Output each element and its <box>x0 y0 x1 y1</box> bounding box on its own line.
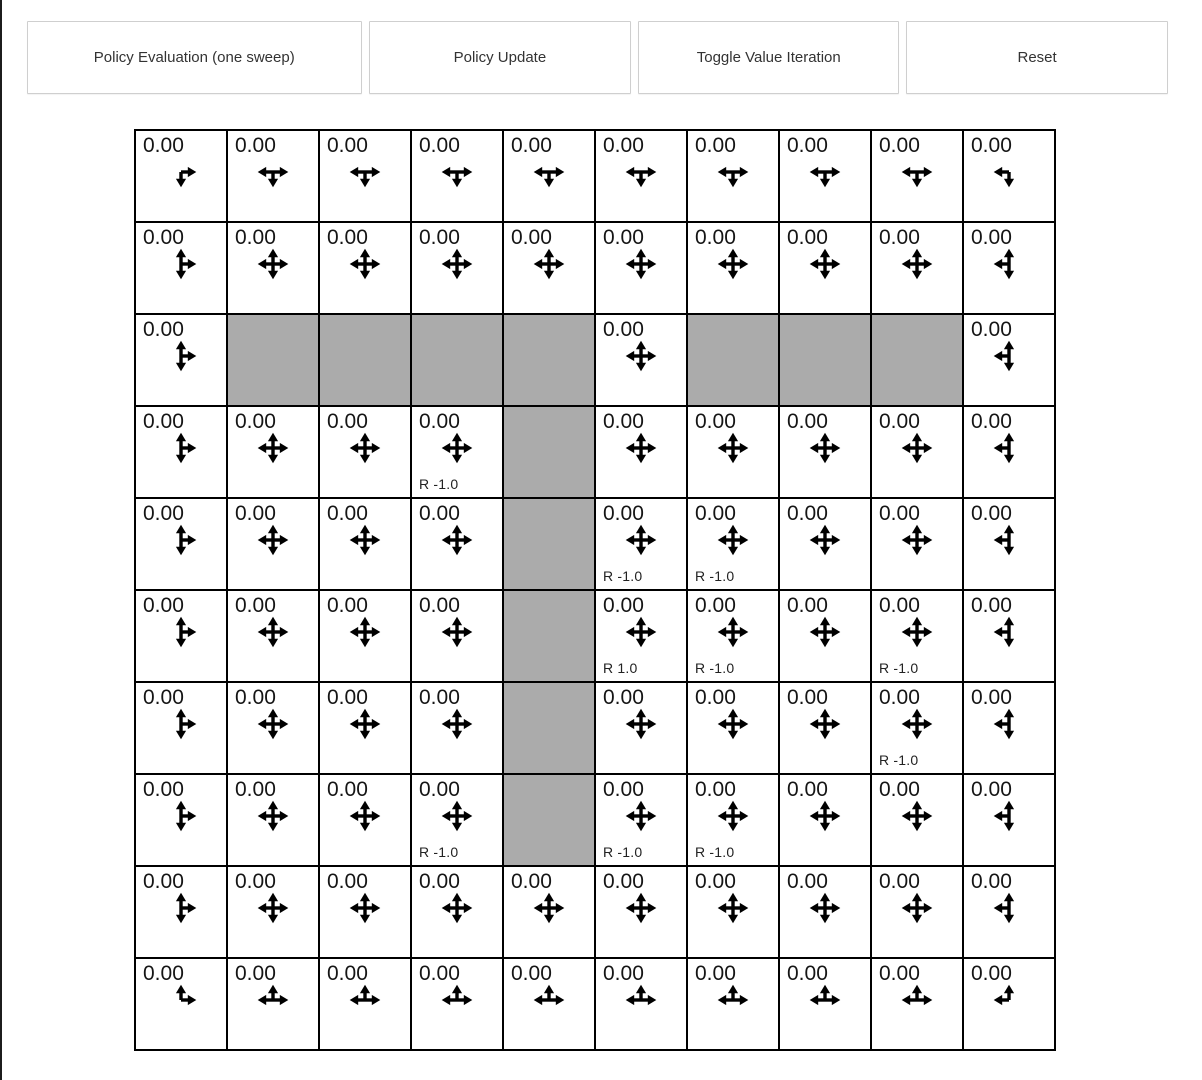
grid-cell-r8c4[interactable] <box>503 866 595 958</box>
policy-arrows-icon <box>624 983 658 1017</box>
grid-cell-r8c1[interactable] <box>227 866 319 958</box>
grid-cell-r3c4-wall[interactable] <box>503 406 595 498</box>
cell-value: 0.00 <box>787 410 828 433</box>
cell-value: 0.00 <box>511 870 552 893</box>
policy-arrows-icon <box>808 431 842 465</box>
policy-arrows-icon <box>808 615 842 649</box>
policy-arrows-icon <box>164 155 198 189</box>
cell-value: 0.00 <box>971 686 1012 709</box>
policy-arrows-icon <box>164 247 198 281</box>
policy-arrows-icon <box>624 155 658 189</box>
window-left-edge <box>0 0 2 1080</box>
cell-value: 0.00 <box>327 410 368 433</box>
grid-cell-r2c8-wall[interactable] <box>871 314 963 406</box>
policy-arrows-icon <box>348 155 382 189</box>
grid-cell-r9c4[interactable] <box>503 958 595 1050</box>
grid-cell-r6c0[interactable] <box>135 682 227 774</box>
policy-arrows-icon <box>256 707 290 741</box>
policy-arrows-icon <box>348 891 382 925</box>
policy-arrows-icon <box>532 891 566 925</box>
cell-value: 0.00 <box>143 778 184 801</box>
grid-cell-r4c6[interactable] <box>687 498 779 590</box>
grid-cell-r3c6[interactable] <box>687 406 779 498</box>
cell-value: 0.00 <box>327 226 368 249</box>
grid-cell-r4c3[interactable] <box>411 498 503 590</box>
cell-value: 0.00 <box>879 502 920 525</box>
grid-cell-r1c6[interactable] <box>687 222 779 314</box>
cell-value: 0.00 <box>143 410 184 433</box>
grid-cell-r8c0[interactable] <box>135 866 227 958</box>
policy-arrows-icon <box>992 707 1026 741</box>
cell-value: 0.00 <box>327 594 368 617</box>
cell-value: 0.00 <box>787 870 828 893</box>
grid-cell-r3c7[interactable] <box>779 406 871 498</box>
policy-arrows-icon <box>716 523 750 557</box>
grid-cell-r6c8[interactable] <box>871 682 963 774</box>
cell-value: 0.00 <box>787 134 828 157</box>
policy-arrows-icon <box>348 615 382 649</box>
cell-reward-label: R -1.0 <box>695 568 735 584</box>
cell-value: 0.00 <box>971 870 1012 893</box>
grid-cell-r9c6[interactable] <box>687 958 779 1050</box>
policy-arrows-icon <box>256 155 290 189</box>
policy-arrows-icon <box>164 339 198 373</box>
grid-cell-r7c5[interactable] <box>595 774 687 866</box>
cell-value: 0.00 <box>511 134 552 157</box>
policy-arrows-icon <box>900 523 934 557</box>
policy-arrows-icon <box>716 615 750 649</box>
cell-value: 0.00 <box>695 502 736 525</box>
cell-value: 0.00 <box>879 594 920 617</box>
grid-cell-r3c0[interactable] <box>135 406 227 498</box>
grid-cell-r8c7[interactable] <box>779 866 871 958</box>
cell-reward-label: R -1.0 <box>879 752 919 768</box>
policy-arrows-icon <box>256 891 290 925</box>
cell-value: 0.00 <box>327 134 368 157</box>
cell-value: 0.00 <box>327 686 368 709</box>
cell-value: 0.00 <box>695 134 736 157</box>
policy-arrows-icon <box>440 523 474 557</box>
cell-value: 0.00 <box>787 686 828 709</box>
cell-value: 0.00 <box>327 502 368 525</box>
grid-cell-r9c5[interactable] <box>595 958 687 1050</box>
grid-cell-r3c9[interactable] <box>963 406 1055 498</box>
policy-arrows-icon <box>992 431 1026 465</box>
policy-arrows-icon <box>992 247 1026 281</box>
grid-cell-r8c9[interactable] <box>963 866 1055 958</box>
cell-value: 0.00 <box>879 778 920 801</box>
policy-arrows-icon <box>440 799 474 833</box>
policy-arrows-icon <box>624 247 658 281</box>
policy-arrows-icon <box>164 615 198 649</box>
policy-evaluation-button[interactable]: Policy Evaluation (one sweep) <box>27 21 362 94</box>
policy-arrows-icon <box>992 339 1026 373</box>
cell-value: 0.00 <box>327 962 368 985</box>
policy-arrows-icon <box>440 247 474 281</box>
grid-cell-r0c4[interactable] <box>503 130 595 222</box>
grid-cell-r1c4[interactable] <box>503 222 595 314</box>
cell-value: 0.00 <box>235 226 276 249</box>
cell-reward-label: R -1.0 <box>603 844 643 860</box>
cell-value: 0.00 <box>787 962 828 985</box>
cell-value: 0.00 <box>235 686 276 709</box>
grid-cell-r2c7-wall[interactable] <box>779 314 871 406</box>
cell-value: 0.00 <box>143 134 184 157</box>
grid-cell-r4c2[interactable] <box>319 498 411 590</box>
cell-value: 0.00 <box>603 318 644 341</box>
grid-cell-r6c4-wall[interactable] <box>503 682 595 774</box>
grid-cell-r8c5[interactable] <box>595 866 687 958</box>
policy-arrows-icon <box>440 615 474 649</box>
cell-value: 0.00 <box>603 594 644 617</box>
grid-cell-r0c9[interactable] <box>963 130 1055 222</box>
cell-value: 0.00 <box>603 502 644 525</box>
grid-cell-r9c3[interactable] <box>411 958 503 1050</box>
cell-value: 0.00 <box>143 502 184 525</box>
grid-cell-r4c0[interactable] <box>135 498 227 590</box>
gridworld-board <box>134 129 1056 1051</box>
policy-arrows-icon <box>440 707 474 741</box>
policy-arrows-icon <box>992 891 1026 925</box>
grid-cell-r0c1[interactable] <box>227 130 319 222</box>
grid-cell-r2c5[interactable] <box>595 314 687 406</box>
grid-cell-r5c7[interactable] <box>779 590 871 682</box>
cell-value: 0.00 <box>695 410 736 433</box>
policy-arrows-icon <box>440 983 474 1017</box>
cell-value: 0.00 <box>879 686 920 709</box>
grid-cell-r4c7[interactable] <box>779 498 871 590</box>
cell-value: 0.00 <box>235 962 276 985</box>
policy-arrows-icon <box>808 247 842 281</box>
policy-arrows-icon <box>900 431 934 465</box>
grid-cell-r0c8[interactable] <box>871 130 963 222</box>
grid-cell-r6c3[interactable] <box>411 682 503 774</box>
grid-cell-r9c2[interactable] <box>319 958 411 1050</box>
policy-arrows-icon <box>900 615 934 649</box>
cell-value: 0.00 <box>879 410 920 433</box>
grid-cell-r3c5[interactable] <box>595 406 687 498</box>
cell-value: 0.00 <box>143 226 184 249</box>
policy-arrows-icon <box>716 891 750 925</box>
toolbar <box>27 21 1168 94</box>
policy-arrows-icon <box>808 155 842 189</box>
policy-arrows-icon <box>164 431 198 465</box>
policy-arrows-icon <box>624 707 658 741</box>
policy-arrows-icon <box>900 983 934 1017</box>
cell-value: 0.00 <box>143 870 184 893</box>
policy-arrows-icon <box>348 523 382 557</box>
cell-value: 0.00 <box>971 226 1012 249</box>
cell-value: 0.00 <box>235 134 276 157</box>
cell-value: 0.00 <box>143 594 184 617</box>
policy-arrows-icon <box>900 891 934 925</box>
cell-value: 0.00 <box>511 226 552 249</box>
policy-arrows-icon <box>256 799 290 833</box>
policy-arrows-icon <box>440 155 474 189</box>
policy-arrows-icon <box>624 339 658 373</box>
policy-arrows-icon <box>624 891 658 925</box>
policy-arrows-icon <box>624 431 658 465</box>
grid-cell-r2c2-wall[interactable] <box>319 314 411 406</box>
policy-arrows-icon <box>900 155 934 189</box>
policy-arrows-icon <box>164 799 198 833</box>
cell-value: 0.00 <box>787 226 828 249</box>
grid-cell-r9c9[interactable] <box>963 958 1055 1050</box>
grid-cell-r9c1[interactable] <box>227 958 319 1050</box>
cell-value: 0.00 <box>143 318 184 341</box>
grid-cell-r1c0[interactable] <box>135 222 227 314</box>
grid-cell-r8c3[interactable] <box>411 866 503 958</box>
cell-value: 0.00 <box>235 870 276 893</box>
grid-cell-r4c9[interactable] <box>963 498 1055 590</box>
grid-cell-r0c0[interactable] <box>135 130 227 222</box>
policy-arrows-icon <box>256 431 290 465</box>
grid-cell-r5c6[interactable] <box>687 590 779 682</box>
grid-cell-r4c8[interactable] <box>871 498 963 590</box>
cell-reward-label: R -1.0 <box>879 660 919 676</box>
cell-value: 0.00 <box>511 962 552 985</box>
grid-cell-r2c1-wall[interactable] <box>227 314 319 406</box>
cell-value: 0.00 <box>971 410 1012 433</box>
grid-cell-r1c3[interactable] <box>411 222 503 314</box>
grid-cell-r4c1[interactable] <box>227 498 319 590</box>
grid-cell-r0c6[interactable] <box>687 130 779 222</box>
grid-cell-r6c7[interactable] <box>779 682 871 774</box>
grid-cell-r4c4-wall[interactable] <box>503 498 595 590</box>
cell-value: 0.00 <box>695 686 736 709</box>
policy-arrows-icon <box>808 707 842 741</box>
cell-value: 0.00 <box>879 226 920 249</box>
grid-cell-r3c8[interactable] <box>871 406 963 498</box>
grid-cell-r1c2[interactable] <box>319 222 411 314</box>
policy-arrows-icon <box>808 523 842 557</box>
grid-cell-r1c9[interactable] <box>963 222 1055 314</box>
grid-cell-r7c1[interactable] <box>227 774 319 866</box>
cell-value: 0.00 <box>971 134 1012 157</box>
cell-value: 0.00 <box>787 778 828 801</box>
cell-value: 0.00 <box>879 962 920 985</box>
cell-value: 0.00 <box>419 134 460 157</box>
policy-arrows-icon <box>624 523 658 557</box>
policy-arrows-icon <box>440 431 474 465</box>
cell-value: 0.00 <box>971 778 1012 801</box>
grid-cell-r1c7[interactable] <box>779 222 871 314</box>
cell-reward-label: R -1.0 <box>419 844 459 860</box>
policy-arrows-icon <box>624 799 658 833</box>
cell-value: 0.00 <box>695 778 736 801</box>
cell-value: 0.00 <box>603 686 644 709</box>
grid-cell-r5c4-wall[interactable] <box>503 590 595 682</box>
cell-value: 0.00 <box>603 962 644 985</box>
cell-value: 0.00 <box>419 870 460 893</box>
cell-value: 0.00 <box>603 134 644 157</box>
policy-arrows-icon <box>256 523 290 557</box>
policy-arrows-icon <box>716 707 750 741</box>
policy-arrows-icon <box>900 247 934 281</box>
grid-cell-r4c5[interactable] <box>595 498 687 590</box>
grid-cell-r6c1[interactable] <box>227 682 319 774</box>
cell-value: 0.00 <box>419 226 460 249</box>
reset-button[interactable]: Reset <box>906 21 1168 94</box>
cell-value: 0.00 <box>603 778 644 801</box>
policy-arrows-icon <box>532 247 566 281</box>
grid-cell-r6c2[interactable] <box>319 682 411 774</box>
policy-arrows-icon <box>808 891 842 925</box>
policy-arrows-icon <box>348 799 382 833</box>
grid-cell-r9c0[interactable] <box>135 958 227 1050</box>
policy-arrows-icon <box>348 707 382 741</box>
grid-cell-r7c7[interactable] <box>779 774 871 866</box>
grid-cell-r1c5[interactable] <box>595 222 687 314</box>
policy-arrows-icon <box>716 431 750 465</box>
grid-cell-r3c3[interactable] <box>411 406 503 498</box>
policy-arrows-icon <box>348 983 382 1017</box>
grid-cell-r7c3[interactable] <box>411 774 503 866</box>
cell-reward-label: R -1.0 <box>419 476 459 492</box>
policy-arrows-icon <box>624 615 658 649</box>
grid-cell-r7c6[interactable] <box>687 774 779 866</box>
cell-value: 0.00 <box>235 502 276 525</box>
grid-cell-r1c8[interactable] <box>871 222 963 314</box>
grid-cell-r5c5[interactable] <box>595 590 687 682</box>
cell-value: 0.00 <box>235 410 276 433</box>
cell-value: 0.00 <box>787 594 828 617</box>
policy-arrows-icon <box>992 615 1026 649</box>
policy-arrows-icon <box>164 983 198 1017</box>
cell-value: 0.00 <box>879 870 920 893</box>
policy-arrows-icon <box>808 983 842 1017</box>
cell-value: 0.00 <box>419 594 460 617</box>
cell-value: 0.00 <box>419 502 460 525</box>
policy-arrows-icon <box>716 799 750 833</box>
policy-arrows-icon <box>716 155 750 189</box>
cell-value: 0.00 <box>971 594 1012 617</box>
policy-update-button[interactable]: Policy Update <box>369 21 632 94</box>
cell-value: 0.00 <box>235 594 276 617</box>
cell-value: 0.00 <box>143 962 184 985</box>
grid-cell-r7c0[interactable] <box>135 774 227 866</box>
grid-cell-r5c0[interactable] <box>135 590 227 682</box>
policy-arrows-icon <box>992 155 1026 189</box>
policy-arrows-icon <box>716 247 750 281</box>
cell-value: 0.00 <box>327 778 368 801</box>
policy-arrows-icon <box>900 707 934 741</box>
cell-value: 0.00 <box>419 410 460 433</box>
policy-arrows-icon <box>256 983 290 1017</box>
policy-arrows-icon <box>992 983 1026 1017</box>
policy-arrows-icon <box>348 431 382 465</box>
grid-cell-r0c3[interactable] <box>411 130 503 222</box>
cell-value: 0.00 <box>695 226 736 249</box>
cell-value: 0.00 <box>327 870 368 893</box>
cell-value: 0.00 <box>971 962 1012 985</box>
grid-cell-r2c4-wall[interactable] <box>503 314 595 406</box>
grid-cell-r9c7[interactable] <box>779 958 871 1050</box>
cell-value: 0.00 <box>603 870 644 893</box>
grid-cell-r5c3[interactable] <box>411 590 503 682</box>
cell-reward-label: R 1.0 <box>603 660 638 676</box>
grid-cell-r5c1[interactable] <box>227 590 319 682</box>
cell-reward-label: R -1.0 <box>695 660 735 676</box>
cell-value: 0.00 <box>695 594 736 617</box>
cell-reward-label: R -1.0 <box>603 568 643 584</box>
grid-cell-r8c6[interactable] <box>687 866 779 958</box>
policy-arrows-icon <box>256 247 290 281</box>
policy-arrows-icon <box>348 247 382 281</box>
grid-cell-r5c2[interactable] <box>319 590 411 682</box>
policy-arrows-icon <box>164 891 198 925</box>
cell-value: 0.00 <box>971 502 1012 525</box>
grid-cell-r7c2[interactable] <box>319 774 411 866</box>
grid-cell-r2c3-wall[interactable] <box>411 314 503 406</box>
grid-cell-r7c4-wall[interactable] <box>503 774 595 866</box>
cell-value: 0.00 <box>419 962 460 985</box>
grid-cell-r8c2[interactable] <box>319 866 411 958</box>
policy-arrows-icon <box>532 155 566 189</box>
policy-arrows-icon <box>992 799 1026 833</box>
cell-value: 0.00 <box>419 686 460 709</box>
cell-reward-label: R -1.0 <box>695 844 735 860</box>
grid-cell-r6c5[interactable] <box>595 682 687 774</box>
cell-value: 0.00 <box>695 962 736 985</box>
grid-cell-r6c6[interactable] <box>687 682 779 774</box>
cell-value: 0.00 <box>419 778 460 801</box>
grid-cell-r5c9[interactable] <box>963 590 1055 682</box>
grid-cell-r0c2[interactable] <box>319 130 411 222</box>
policy-arrows-icon <box>808 799 842 833</box>
grid-cell-r2c0[interactable] <box>135 314 227 406</box>
grid-cell-r0c7[interactable] <box>779 130 871 222</box>
grid-cell-r2c9[interactable] <box>963 314 1055 406</box>
grid-cell-r8c8[interactable] <box>871 866 963 958</box>
cell-value: 0.00 <box>603 226 644 249</box>
policy-arrows-icon <box>992 523 1026 557</box>
grid-cell-r5c8[interactable] <box>871 590 963 682</box>
cell-value: 0.00 <box>971 318 1012 341</box>
policy-arrows-icon <box>164 707 198 741</box>
grid-cell-r2c6-wall[interactable] <box>687 314 779 406</box>
grid-cell-r0c5[interactable] <box>595 130 687 222</box>
cell-value: 0.00 <box>695 870 736 893</box>
cell-value: 0.00 <box>603 410 644 433</box>
cell-value: 0.00 <box>235 778 276 801</box>
toggle-value-iteration-button[interactable]: Toggle Value Iteration <box>638 21 899 94</box>
grid-cell-r9c8[interactable] <box>871 958 963 1050</box>
policy-arrows-icon <box>256 615 290 649</box>
policy-arrows-icon <box>440 891 474 925</box>
policy-arrows-icon <box>532 983 566 1017</box>
grid-cell-r7c8[interactable] <box>871 774 963 866</box>
grid-cell-r3c2[interactable] <box>319 406 411 498</box>
policy-arrows-icon <box>900 799 934 833</box>
policy-arrows-icon <box>164 523 198 557</box>
grid-cell-r3c1[interactable] <box>227 406 319 498</box>
cell-value: 0.00 <box>143 686 184 709</box>
grid-cell-r6c9[interactable] <box>963 682 1055 774</box>
grid-cell-r7c9[interactable] <box>963 774 1055 866</box>
cell-value: 0.00 <box>787 502 828 525</box>
grid-cell-r1c1[interactable] <box>227 222 319 314</box>
policy-arrows-icon <box>716 983 750 1017</box>
cell-value: 0.00 <box>879 134 920 157</box>
